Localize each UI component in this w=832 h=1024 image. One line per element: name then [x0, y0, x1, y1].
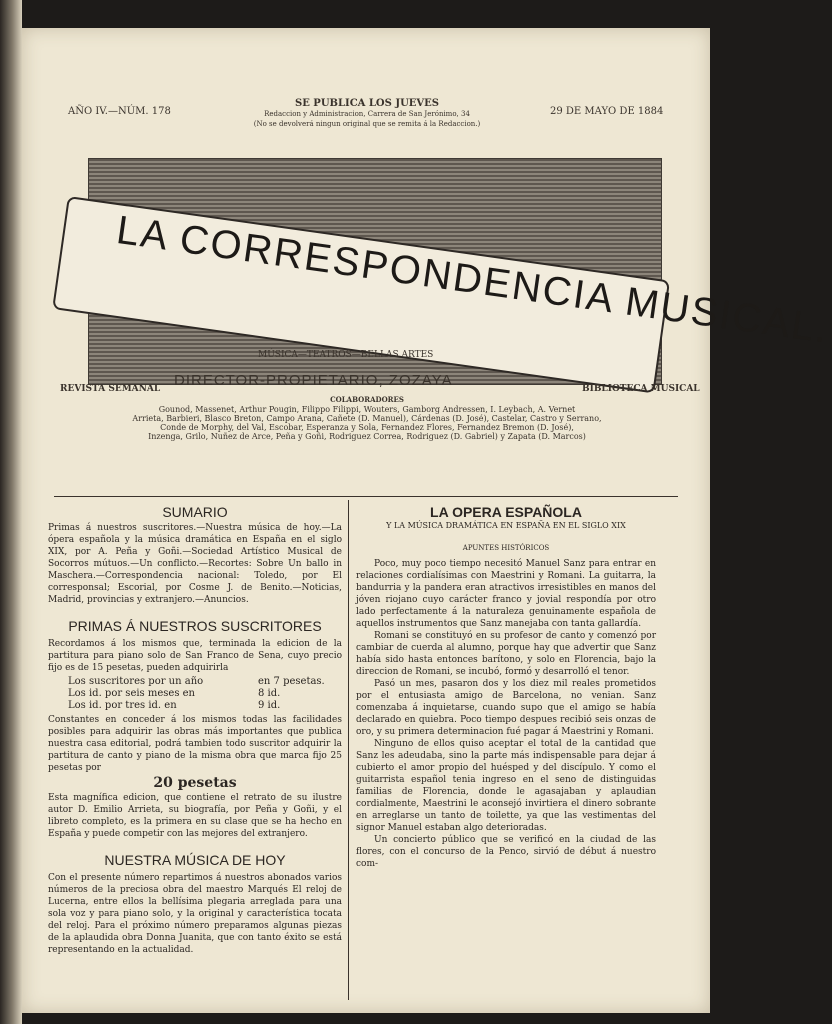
- right-column: [356, 506, 656, 870]
- biblioteca-label: BIBLIOTECA MUSICAL: [582, 384, 700, 394]
- opera-subtitle: Y LA MÚSICA DRAMÁTICA EN ESPAÑA EN EL SIGLO XIX: [386, 521, 626, 530]
- opera-paragraph: Romani se constituyó en su profesor de canto y comenzó por cambiar de cuerda al alumno, porque hay que advertir que Sanz había sido hasta entonces barítono, y solo en Florencia, bajo la direccion de Romani, se incubó, formó y desarrolló el tenor.: [356, 631, 656, 677]
- left-column: [48, 506, 342, 956]
- primas-title: PRIMAS Á NUESTROS SUSCRITORES: [68, 618, 322, 634]
- opera-section: APUNTES HISTÓRICOS: [462, 544, 550, 552]
- book-spine: [0, 0, 22, 1024]
- musica-text: Con el presente número repartimos á nuestros abonados varios números de la preciosa obra del maestro Marqués El reloj de Lucerna, entre ellos la bellísima plegaria arreglada para una sola voz y para piano solo, y la original y característica tocata del reloj. Para el próximo número preparamos algunas piezas de la aplaudida obra Donna Juanita, que con tanto éxito se está representando en la actualidad.: [48, 873, 342, 955]
- musica-title: NUESTRA MÚSICA DE HOY: [104, 852, 286, 868]
- colaboradores-list: Gounod, Massenet, Arthur Pougin, Filippo Filippi, Wouters, Gamborg Andressen, I. Leybach, A. Vernet Arrieta, Barbieri, Blasco Breton, Campo Arana, Cañete (D. Manuel), Cárdenas (D. José), Castelar, Castro y Serrano, Conde de Morphy, del Val, Escobar, Esperanza y Sola, Fernandez Flores, Fernandez Bremon (D. José), Inzenga, Grilo, Nuñez de Arce, Peña y Goñi, Rodriguez Correa, Rodriguez (D. Gabriel) y Zapata (D. Marcos): [132, 405, 602, 441]
- primas-intro: Recordamos á los mismos que, terminada la edicion de la partitura para piano solo de San Franco de Sena, cuyo precio fijo es de 15 pesetas, pueden adquirirla: [48, 639, 342, 673]
- issue-number: AÑO IV.—NÚM. 178: [68, 106, 171, 117]
- sumario-title: SUMARIO: [162, 504, 228, 520]
- primas-text2: Constantes en conceder á los mismos todas las facilidades posibles para adquirir las obras más importantes que publica nuestra casa editorial, podrá tambien todo suscritor adquirir la partitura de canto y piano de la misma obra que marca fijo 25 pesetas por: [48, 715, 342, 773]
- price-row: Los suscritores por un año en 7 pesetas.: [68, 676, 325, 687]
- price-table: [48, 676, 342, 712]
- column-divider: [348, 500, 349, 1000]
- price-highlight: 20 pesetas: [153, 775, 237, 791]
- colaboradores-title: COLABORADORES: [330, 395, 404, 404]
- price-row: Los id. por seis meses en 8 id.: [68, 688, 281, 699]
- newspaper-page: [22, 28, 832, 1013]
- opera-paragraph: Pasó un mes, pasaron dos y los diez mil reales prometidos por el entusiasta amigo de Barcelona, no venian. Sanz comenzaba á inquietarse, cuando supo que el amigo se había declarado en quiebra. Poco tiempo despues recibió seis onzas de oro, y su primera determinacion fué pagar á Maestrini y Romani.: [356, 679, 656, 737]
- primas-text3: Esta magnífica edicion, que contiene el retrato de su ilustre autor D. Emilio Arrieta, su biografía, por Peña y Goñi, y el libreto completo, es la primera en su clase que se ha hecho en España y puede competir con las mejores del extranjero.: [48, 793, 342, 839]
- opera-paragraph: Poco, muy poco tiempo necesitó Manuel Sanz para entrar en relaciones cordialísimas con Maestrini y Romani. La guitarra, la bandurria y la pandera eran atractivos irresistibles en manos del jóven riojano cuyo carácter franco y jovial respondía por otro lado perfectamente á la naturaleza genuinamente española de aquellos instrumentos que Sanz manejaba con tanta gallardía.: [356, 559, 656, 629]
- opera-title: LA OPERA ESPAÑOLA: [430, 504, 582, 520]
- price-row: Los id. por tres id. en 9 id.: [68, 700, 281, 711]
- opera-paragraph: Ninguno de ellos quiso aceptar el total de la cantidad que Sanz les adeudaba, sino la parte más indispensable para dejar á cubierto el amor propio del huésped y del discípulo. Y como el guitarrista español tenia ingreso en el seno de distinguidas familias de Florencia, donde le agasajaban y aplaudian cordialmente, Maestrini le aconsejó invirtiera el dinero sobrante en arreglarse un tanto de toilette, ya que las vestimentas del signor Manuel estaban algo deterioradas.: [356, 739, 656, 833]
- note-line: (No se devolverá ningun original que se remita á la Redaccion.): [253, 120, 481, 128]
- director-line: DIRECTOR-PROPIETARIO, ZOZAYA: [174, 372, 453, 389]
- publish-line: SE PUBLICA LOS JUEVES: [294, 98, 440, 109]
- opera-paragraph: Un concierto público que se verificó en la ciudad de las flores, con el concurso de la Penco, sirvió de début á nuestro com-: [356, 835, 656, 869]
- header-rule: [54, 496, 678, 497]
- address-line: Redaccion y Administracion, Carrera de San Jerónimo, 34: [264, 110, 470, 118]
- masthead: [68, 148, 832, 398]
- masthead-title: LA CORRESPONDENCIA MUSICAL.: [113, 208, 832, 352]
- sumario-text: Primas á nuestros suscritores.—Nuestra música de hoy.—La ópera española y la música dramática en España en el siglo XIX, por A. Peña y Goñi.—Sociedad Artístico Musical de Socorros mútuos.—Un conflicto.—Recortes: Sobre Un ballo in Maschera.—Correspondencia nacional: Toledo, por El corresponsal; Escorial, por Cosme J. de Benito.—Noticias, Madrid, provincias y extranjero.—Anuncios.: [48, 523, 342, 605]
- revista-label: REVISTA SEMANAL: [60, 384, 161, 394]
- masthead-subtitle: MÚSICA—TEATROS—BELLAS ARTES: [258, 350, 434, 360]
- issue-date: 29 DE MAYO DE 1884: [550, 106, 664, 117]
